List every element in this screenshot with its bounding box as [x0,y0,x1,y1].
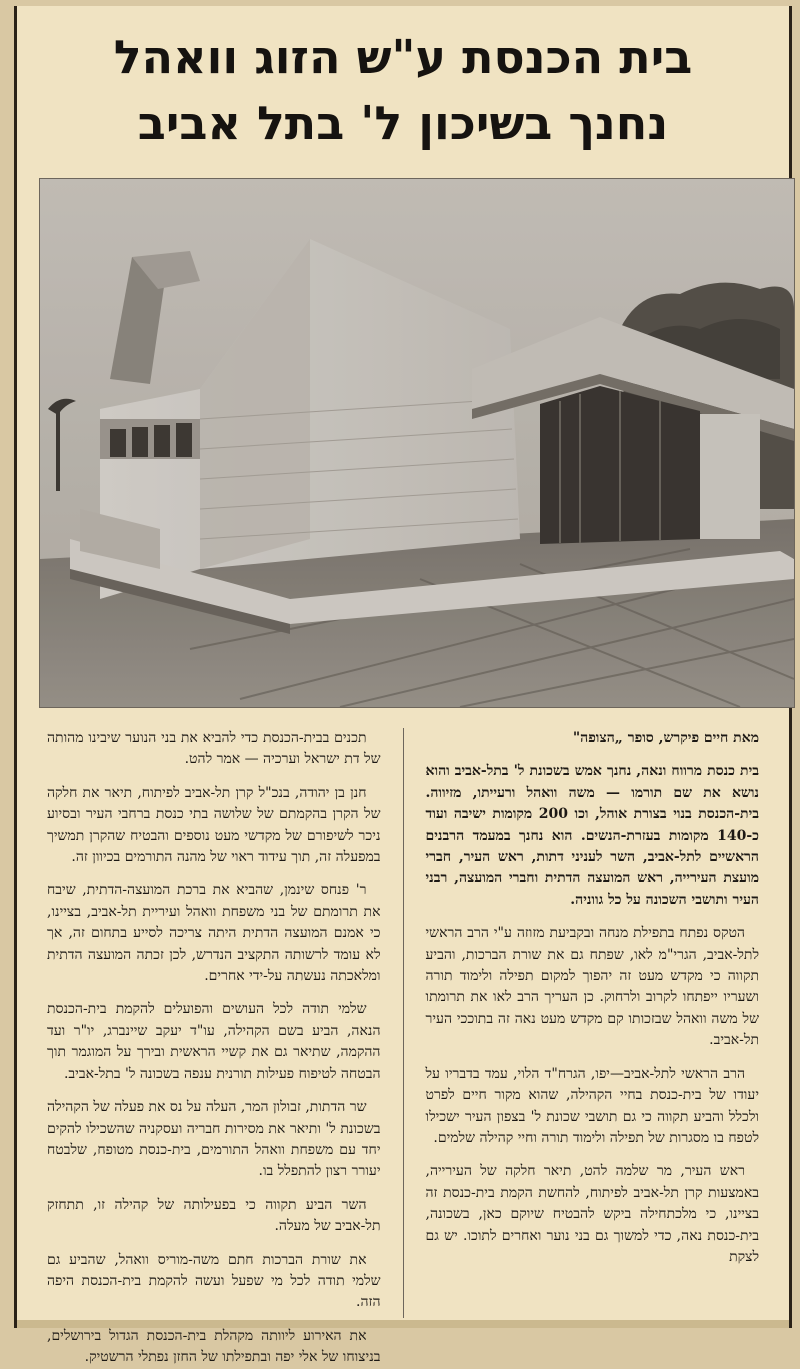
paragraph: השר הביע תקווה כי בפעילותה של קהילה זו, תתחזק תל-אביב של מעלה. [47,1196,381,1235]
byline: מאת חיים פיקרש, סופר „הצופה" [572,730,759,746]
headline-line-1: בית הכנסת ע"ש הזוג וואהל [113,30,693,84]
article-body [47,728,759,1366]
paragraph: את שורת הברכות חתם משה-מוריס וואהל, שהביע גם שלמי תודה לכל מי שפעל ועשה להקמת בית-הכנסת היפה הזה. [47,1251,381,1311]
paragraph: שלמי תודה לכל העושים והפועלים להקמת בית-הכנסת הנאה, הביע בשם הקהילה, עו"ד יעקב שיינברג, יו"ר ועד ההקמה, שתיאר גם את קשיי הראשית ובירך על המוגמר תוך הבטחה לטיפוח פעילות תורנית ענפה בשכונה ל' בתל-אביב. [47,1001,381,1082]
column-right [426,728,760,1318]
column-left [47,728,381,1366]
synagogue-building-illustration [40,179,794,707]
paragraph: בית כנסת מרווח ונאה, נחנך אמש בשכונת ל' בתל-אביב והוא נושא את שם תורמו — משה וואהל ורעייתו, מזיווה. בית-הכנסת בנוי בצורת אוהל, וכו 200 מקומות ישיבה ועוד כ-140 מקומות בעזרת-הנשים. הוא נחנך במעמד הרבנים הראשיים לתל-אביב, השר לעניני דתות, ראש העיר, חברי מועצת העירייה, ראש המועצה הדתית וחברי המועצה, רבני העיר ותושבי השכונה על כל גווניה. [425,763,759,908]
paragraph: תכנים בבית-הכנסת כדי להביא את בני הנוער שיבינו מהותה של דת ישראל וערכיה — אמר להט. [47,730,381,768]
paragraph: הטקס נפתח בתפילת מנחה ובקביעת מזוזה ע"י הרב הראשי לתל-אביב, הגרי"מ לאו, שפתח גם את שורת הברכות, והביע תקווה כי מקדש מעט זה יהפוך למקום תפילה ולימוד תורה ושעריו ייפתחו לקרוב ולרחוק. כן העריך הרב לאו את תרומתו של משה וואהל שבזכותו קם מקדש מעט נאה זה בתוככי העיר תל-אביב. [425,925,759,1049]
column-divider [403,728,404,1318]
paragraph: חנן בן יהודה, בנכ"ל קרן תל-אביב לפיתוח, תיאר את חלקה של הקרן בהקמתם של שלושה בתי כנסת ברחבי העיר ובסיוע ניכר לשיפורם של מקדשי מעט נוספים והבטיח שהקרן תמשיך במפעלה זה, תוך עידוד ראוי של מהנה התורמים בכיוון זה. [47,784,381,866]
paragraph: הרב הראשי לתל-אביב—יפו, הגרח"ד הלוי, עמד בדבריו על יעודו של בית-כנסת בחיי הקהילה, שהוא מקור חיים לפרט ולכלל והביע תקווה כי גם תושבי שכונת ל' בצפון העיר ישכילו לטפח בו מסגרות של תפילה ולימוד תורה וחיי קהילה שלמים. [425,1065,759,1146]
paragraph: את האירוע ליוותה מקהלת בית-הכנסת הגדול בירושלים, בניצוחו של אלי יפה ובתפילתו של החזן נפתלי הרשטיק. [47,1327,381,1366]
paragraph: ר' פנחס שינמן, שהביא את ברכת המועצה-הדתית, שיבח את תרומתם של בני משפחת וואהל ועיריית תל-אביב, בציינו, כי אמנם המועצה הדתית היתה צריכה לסייע בתחום זה, אך לא עומד לרשותה התקציב הנדרש, לכן זכתה המועצה הדתית ומלאכתה נעשתה על-ידי אחרים. [47,882,381,985]
headline [57,24,749,156]
headline-line-2: נחנך בשיכון ל' בתל אביב [137,96,669,150]
synagogue-photo [39,178,795,708]
newspaper-clipping [14,6,792,1366]
paragraph: ראש העיר, מר שלמה להט, תיאר חלקה של העירייה, באמצעות קרן תל-אביב לפיתוח, להחשת הקמת בית-כנסת זה בציינו, כי מלכתחילה ביקש להבטיח שיוקם כאן, בשכונה, בית-כנסת נאה, כדי למשוך גם בני נוער ואחרים לתוכו. יש גם לצקת [425,1163,759,1265]
paragraph: שר הדתות, זבולון המר, העלה על נס את פעלה של הקהילה בשכונת ל' ותיאר את מסירות חבריה ועסקניה שהשכילו להקים יחד עם משפחת וואהל התורמים, בית-כנסת מטופח, שלבטח יעורר רצון להתפלל בו. [47,1099,381,1180]
page-edge [17,1320,789,1328]
